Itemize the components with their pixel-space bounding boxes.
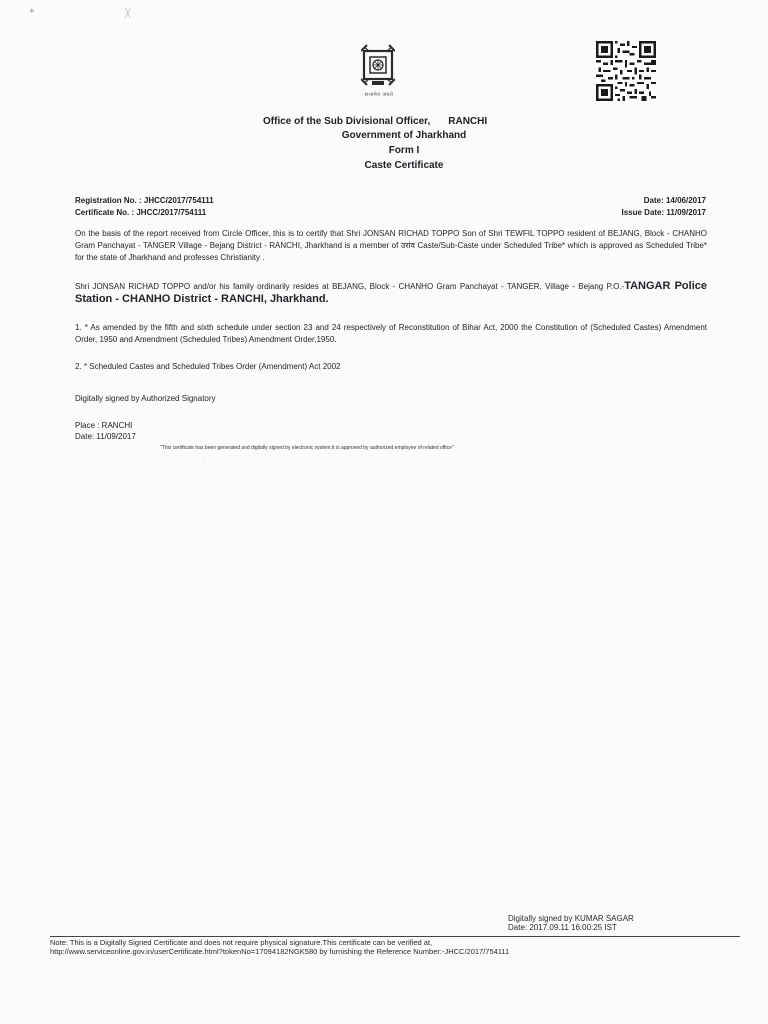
scan-mark: ✦ <box>28 6 36 16</box>
place: Place : RANCHI <box>75 421 133 430</box>
registration-number: Registration No. : JHCC/2017/754111 <box>75 196 214 205</box>
certificate-number: Certificate No. : JHCC/2017/754111 <box>75 208 207 217</box>
emblem-caption: सत्यमेव जयते <box>364 92 394 98</box>
amendment-note-1: 1. * As amended by the fifth and sixth schedule under section 23 and 24 respectively of Reconstitution of Bihar Act, 2000 the Constitution of (Scheduled Castes) Amendment Order, 1950 and Amendment (Scheduled Tribes) Amendment Order,1950. <box>75 323 707 344</box>
registration-block <box>75 195 214 219</box>
signatory-line: Digitally signed by Authorized Signatory <box>75 394 216 403</box>
government-title: Government of Jharkhand <box>341 130 467 141</box>
place-block <box>75 420 136 442</box>
office-place: RANCHI <box>448 116 488 127</box>
scan-mark: · <box>203 460 205 466</box>
certificate-type-title: Caste Certificate <box>364 160 444 171</box>
generation-footnote: "This certificate has been generated and digitally signed by electronic system.It is approved by authorized employee of related office" <box>160 445 454 451</box>
issue-date: Issue Date: 11/09/2017 <box>621 208 706 217</box>
residence-paragraph: Shri JONSAN RICHAD TOPPO and/or his family ordinarily resides at BEJANG, Block - CHANHO Gram Panchayat - TANGER, Village - Bejang P.O.-TANGAR Police Station - CHANHO District - RANCHI, Jharkhand. <box>75 280 707 305</box>
footer-divider <box>50 936 740 937</box>
form-title: Form I <box>388 145 420 156</box>
place-date: Date: 11/09/2017 <box>75 432 136 441</box>
signed-date: Date: 2017.09.11 16:00:25 IST <box>508 923 617 932</box>
signed-by: Digitally signed by KUMAR SAGAR <box>508 914 634 923</box>
amendment-note-2: 2. * Scheduled Castes and Scheduled Tribes Order (Amendment) Act 2002 <box>75 362 341 371</box>
verification-link[interactable]: http://www.serviceonline.gov.in/userCertificate.html?tokenNo=17094182NGK580 by furnishing the Reference Number:-JHCC/2017/754111 <box>50 947 510 956</box>
office-title: Office of the Sub Divisional Officer, RANCHI <box>263 116 488 127</box>
note-line-1: Note: This is a Digitally Signed Certificate and does not require physical signature.This certificate can be verified at, <box>50 938 433 947</box>
qr-code-icon <box>596 41 656 101</box>
residence-emphasis: TANGAR Police Station - CHANHO District - RANCHI, Jharkhand. <box>75 280 707 305</box>
application-date: Date: 14/06/2017 <box>643 196 706 205</box>
state-emblem-icon <box>361 42 395 92</box>
date-block <box>621 195 706 219</box>
certification-paragraph: On the basis of the report received from Circle Officer, this is to certify that Shri JONSAN RICHAD TOPPO Son of Shri TEWFIL TOPPO resident of BEJANG, Block - CHANHO Gram Panchayat - TANGER Village - Bejang District - RANCHI, Jharkhand is a member of उरांव Caste/Sub-Caste under Scheduled Tribe* which is approved as Scheduled Tribe* for the state of Jharkhand and professes Christianity . <box>75 229 707 262</box>
scan-mark: ╳ <box>125 8 131 18</box>
verification-note <box>50 938 750 956</box>
digital-signature <box>508 914 634 932</box>
